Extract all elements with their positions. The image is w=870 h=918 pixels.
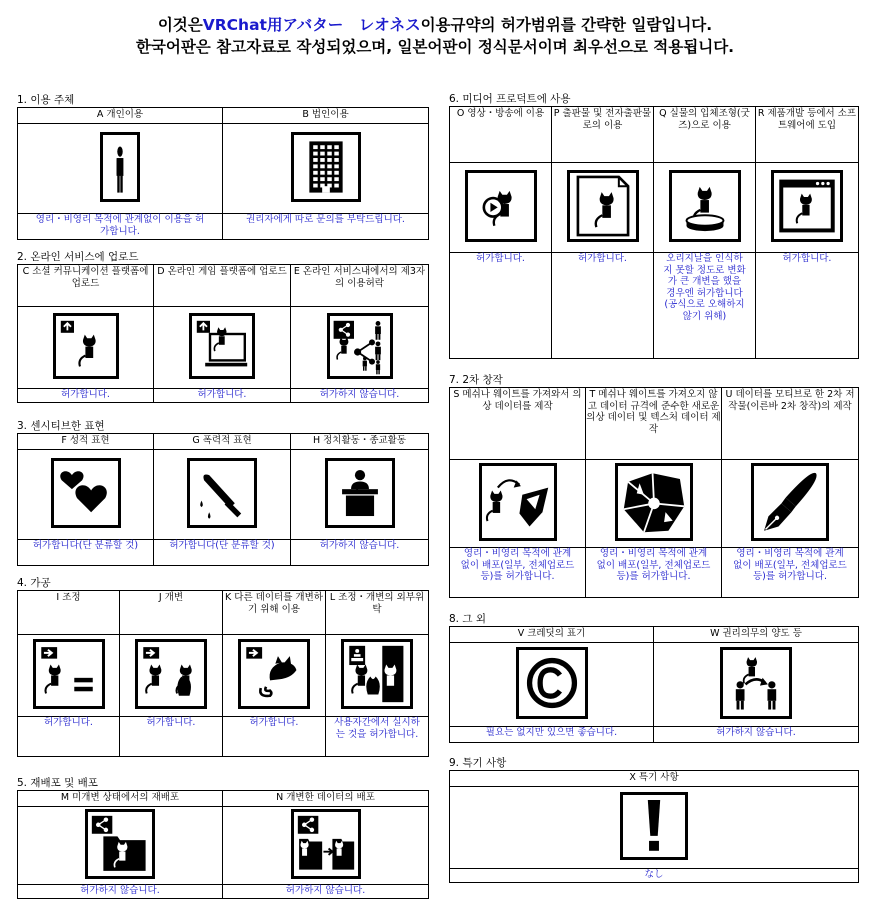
section-title: 2. 온라인 서비스에 업로드 <box>17 251 139 263</box>
item-status: 허가하지 않습니다. <box>223 885 429 899</box>
new-costume-icon <box>615 463 693 541</box>
pen-nib-icon <box>751 463 829 541</box>
outsource-icon <box>341 639 413 709</box>
distribute-modified-icon <box>291 809 361 879</box>
item-label: R 제품개발 등에서 소프트웨어에 도입 <box>756 107 859 163</box>
section-other <box>449 612 858 743</box>
item-status: 허가합니다. <box>154 389 291 403</box>
item-label: Q 실물의 입체조형(굿즈)으로 이용 <box>654 107 756 163</box>
section-special-notes <box>449 756 858 883</box>
item-label: A 개인이용 <box>18 108 223 124</box>
permission-table <box>17 264 429 403</box>
building-icon <box>291 132 361 202</box>
item-icon-cell <box>450 460 586 548</box>
item-label: T 메쉬나 웨이트를 가져오지 않고 데이터 규격에 준수한 새로운 의상 데이터 및 텍스처 데이터 제작 <box>586 388 722 460</box>
item-icon-cell <box>654 643 859 727</box>
item-label: F 성적 표현 <box>18 434 154 450</box>
item-label: C 소셜 커뮤니케이션 플랫폼에 업로드 <box>18 265 154 307</box>
item-icon-cell <box>223 635 326 717</box>
item-label: G 폭력적 표현 <box>154 434 291 450</box>
item-status: 영리・비영리 목적에 관계없이 배포(일부, 전체업로드 등)를 허가합니다. <box>586 548 722 598</box>
section-title: 5. 재배포 및 배포 <box>17 777 98 789</box>
section-derivative <box>449 373 858 598</box>
item-icon-cell <box>722 460 859 548</box>
item-label: K 다른 데이터를 개변하기 위해 이용 <box>223 591 326 635</box>
permission-table <box>449 387 859 598</box>
section-title: 7. 2차 창작 <box>449 374 503 386</box>
page-header <box>0 14 870 58</box>
item-status: 오리지날을 인식하지 못할 정도로 변화가 큰 개변을 했을 경우엔 허가합니다(공식으로 오해하지 않기 위해) <box>654 253 756 359</box>
permission-table <box>17 790 429 899</box>
item-label: H 정치활동・종교활동 <box>291 434 429 450</box>
modify-icon <box>135 639 207 709</box>
item-status: 권리자에게 따로 문의를 부탁드립니다. <box>223 214 429 240</box>
item-status: 허가하지 않습니다. <box>654 727 859 743</box>
item-label: U 데이터를 모티브로 한 2차 저작물(이른바 2차 창작)의 제작 <box>722 388 859 460</box>
item-icon-cell <box>154 307 291 389</box>
section-title: 3. 센시티브한 표현 <box>17 420 105 432</box>
software-icon <box>771 170 843 242</box>
publication-icon <box>567 170 639 242</box>
item-icon-cell <box>450 163 552 253</box>
item-status: 영리・비영리 목적에 관계없이 배포(일부, 전체업로드 등)를 허가합니다. <box>450 548 586 598</box>
item-label: O 영상・방송에 이용 <box>450 107 552 163</box>
share-third-party-icon <box>327 313 393 379</box>
item-icon-cell <box>450 787 859 869</box>
item-status: 허가합니다. <box>450 253 552 359</box>
item-label: L 조정・개변의 외부위탁 <box>326 591 429 635</box>
item-icon-cell <box>326 635 429 717</box>
upload-monitor-icon <box>189 313 255 379</box>
item-icon-cell <box>18 307 154 389</box>
item-status: 허가하지 않습니다. <box>291 540 429 566</box>
item-icon-cell <box>291 450 429 540</box>
item-status: 필요는 없지만 있으면 좋습니다. <box>450 727 654 743</box>
exclamation-icon <box>620 792 688 860</box>
item-label: V 크레딧의 표기 <box>450 627 654 643</box>
item-label: P 출판물 및 전자출판물로의 이용 <box>552 107 654 163</box>
section-distribution <box>17 776 428 899</box>
permission-table <box>17 433 429 566</box>
header-line-2: 한국어판은 참고자료로 작성되었으며, 일본어판이 정식문서이며 최우선으로 적용됩니다. <box>135 38 735 56</box>
item-icon-cell <box>18 450 154 540</box>
item-icon-cell <box>552 163 654 253</box>
podium-icon <box>325 458 395 528</box>
video-icon <box>465 170 537 242</box>
item-status: 영리・비영리 목적에 관계없이 배포(일부, 전체업로드 등)를 허가합니다. <box>722 548 859 598</box>
permission-table <box>449 770 859 883</box>
item-status: 허가합니다(단 분류할 것) <box>18 540 154 566</box>
adjust-icon <box>33 639 105 709</box>
hearts-icon <box>51 458 121 528</box>
person-icon <box>100 132 140 202</box>
copyright-icon <box>516 647 588 719</box>
item-status: 허가하지 않습니다. <box>291 389 429 403</box>
item-label: J 개변 <box>120 591 223 635</box>
item-label: W 권리의무의 양도 등 <box>654 627 859 643</box>
item-label: E 온라인 서비스내에서의 제3자의 이용허락 <box>291 265 429 307</box>
item-icon-cell <box>291 307 429 389</box>
section-processing <box>17 576 428 757</box>
header-post: 이용규약의 허가범위를 간략한 일람입니다. <box>420 16 713 34</box>
use-for-other-icon <box>238 639 310 709</box>
item-status: 허가합니다(단 분류할 것) <box>154 540 291 566</box>
section-title: 9. 특기 사항 <box>449 757 507 769</box>
item-icon-cell <box>18 635 120 717</box>
header-product: VRChat用アバター レオネス <box>202 16 421 34</box>
permission-table <box>17 590 429 757</box>
item-icon-cell <box>154 450 291 540</box>
item-label: X 특기 사항 <box>450 771 859 787</box>
item-status: 허가합니다. <box>18 389 154 403</box>
item-status: 허가합니다. <box>552 253 654 359</box>
header-pre: 이것은 <box>157 16 203 34</box>
item-label: D 온라인 게임 플랫폼에 업로드 <box>154 265 291 307</box>
section-media-products <box>449 92 858 359</box>
permission-table <box>449 626 859 743</box>
item-label: N 개변한 데이터의 배포 <box>223 791 429 807</box>
item-status: 허가하지 않습니다. <box>18 885 223 899</box>
section-title: 8. 그 외 <box>449 613 486 625</box>
knife-icon <box>187 458 257 528</box>
item-icon-cell <box>450 643 654 727</box>
section-title: 1. 이용 주체 <box>17 94 75 106</box>
item-icon-cell <box>120 635 223 717</box>
item-label: M 미개변 상태에서의 재배포 <box>18 791 223 807</box>
item-label: I 조정 <box>18 591 120 635</box>
redistribute-icon <box>85 809 155 879</box>
item-icon-cell <box>654 163 756 253</box>
upload-avatar-icon <box>53 313 119 379</box>
mesh-import-icon <box>479 463 557 541</box>
section-title: 4. 가공 <box>17 577 51 589</box>
item-status: 허가합니다. <box>756 253 859 359</box>
item-icon-cell <box>18 807 223 885</box>
item-icon-cell <box>223 807 429 885</box>
item-status: 사용자간에서 실시하는 것을 허가합니다. <box>326 717 429 757</box>
item-label: S 메쉬나 웨이트를 가져와서 의상 데이터를 제작 <box>450 388 586 460</box>
item-status: 허가합니다. <box>120 717 223 757</box>
item-icon-cell <box>586 460 722 548</box>
section-online-upload <box>17 250 428 403</box>
item-status: 허가합니다. <box>223 717 326 757</box>
header-line-1 <box>0 14 870 36</box>
item-icon-cell <box>18 124 223 214</box>
figure-icon <box>669 170 741 242</box>
item-status: なし <box>450 869 859 883</box>
section-title: 6. 미디어 프로덕트에 사용 <box>449 93 571 105</box>
permission-table <box>449 106 859 359</box>
item-icon-cell <box>756 163 859 253</box>
section-usage-subject <box>17 93 428 240</box>
item-status: 허가합니다. <box>18 717 120 757</box>
item-status: 영리・비영리 목적에 관계없이 이용을 허가합니다. <box>18 214 223 240</box>
item-icon-cell <box>223 124 429 214</box>
permission-table <box>17 107 429 240</box>
section-sensitive <box>17 419 428 566</box>
item-label: B 법인이용 <box>223 108 429 124</box>
transfer-icon <box>720 647 792 719</box>
